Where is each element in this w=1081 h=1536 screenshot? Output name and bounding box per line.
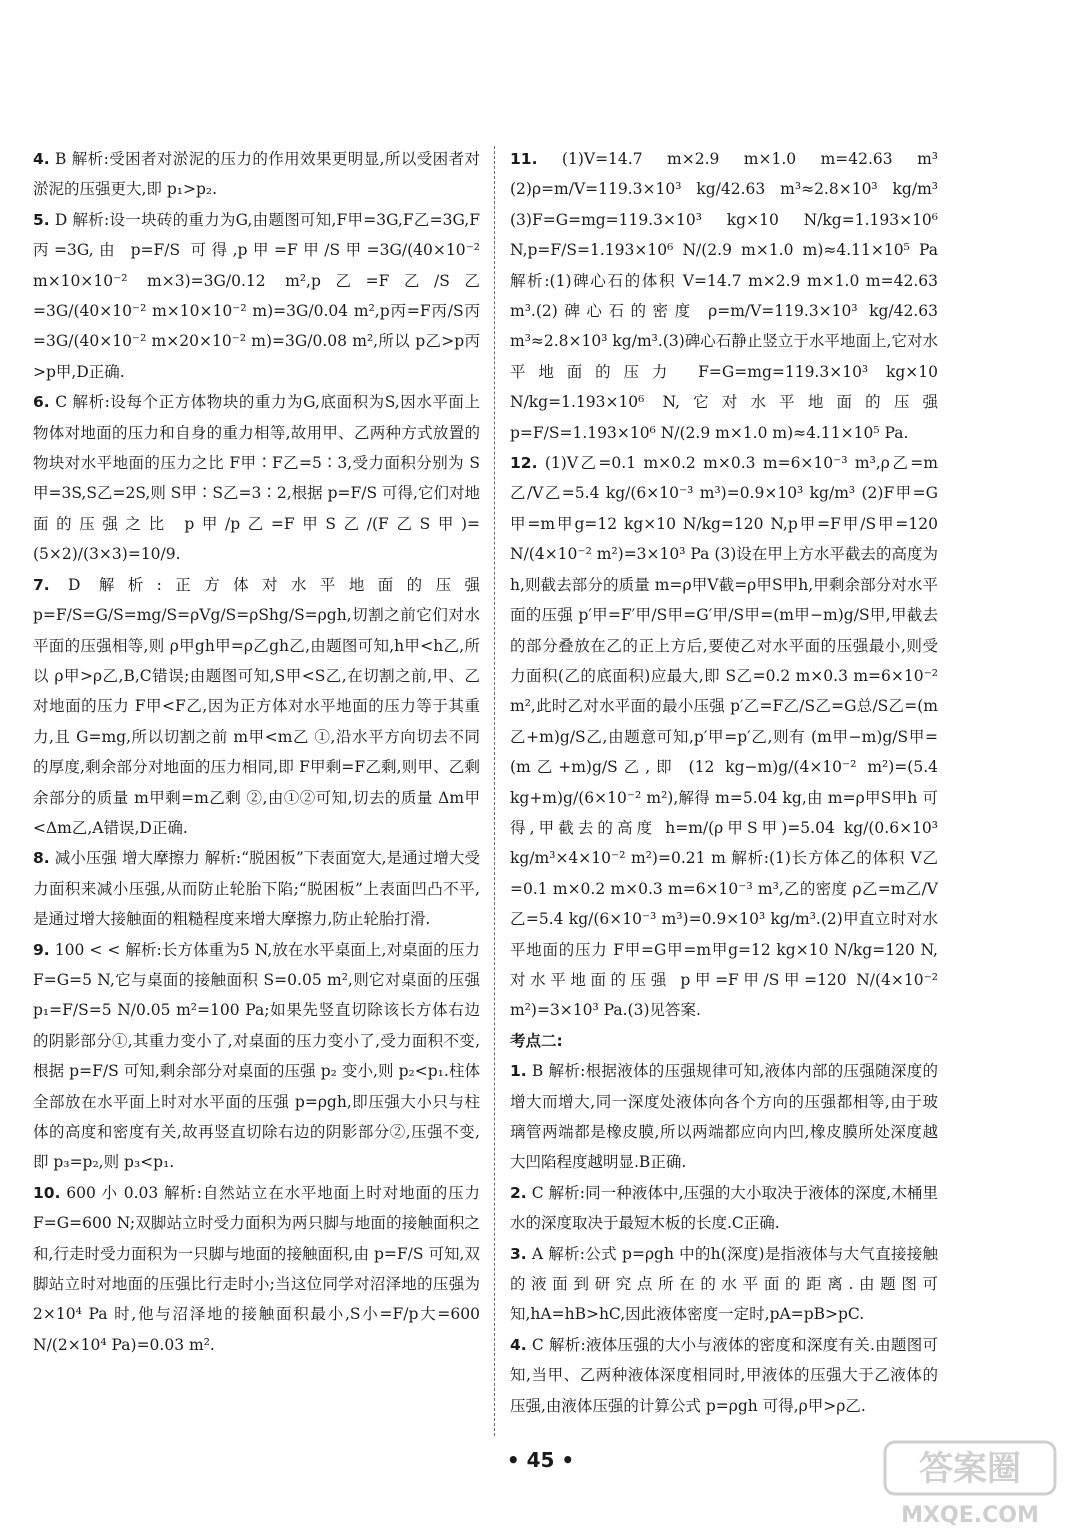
- watermark-text: 答案圈: [919, 1449, 1021, 1489]
- section-heading: 考点二:: [510, 1031, 563, 1050]
- left-column: [33, 144, 480, 1360]
- item-text: (1)V=14.7 m×2.9 m×1.0 m=42.63 m³ (2)ρ=m/V=119.3×10³ kg/42.63 m³≈2.8×10³ kg/m³ (3)F=G=mg=119.3×10³ kg×10 N/kg=1.193×10⁶ N,p=F/S=1.193×10⁶ N/(2.9 m×1.0 m)≈4.11×10⁵ Pa 解析:(1)碑心石的体积 V=14.7 m×2.9 m×1.0 m=42.63 m³.(2)碑心石的密度 ρ=m/V=119.3×10³ kg/42.63 m³≈2.8×10³ kg/m³.(3)碑心石静止竖立于水平地面上,它对水平地面的压力 F=G=mg=119.3×10³ kg×10 N/kg=1.193×10⁶ N,它对水平地面的压强 p=F/S=1.193×10⁶ N/(2.9 m×1.0 m)≈4.11×10⁵ Pa.: [510, 150, 938, 442]
- item-text: 100 < < 解析:长方体重为5 N,放在水平桌面上,对桌面的压力 F=G=5 N,它与桌面的接触面积 S=0.05 m²,则它对桌面的压强 p₁=F/S=5 N/0.05 m²=100 Pa;如果先竖直切除该长方体右边的阴影部分①,其重力变小了,对桌面的压力变小了,受力面积不变,根据 p=F/S 可知,剩余部分对桌面的压强 p₂ 变小,则 p₂<p₁.柱体全部放在水平面上时对水平面的压强 p=ρgh,即压强大小只与柱体的高度和密度有关,故再竖直切除右边的阴影部分②,压强不变,即 p₃=p₂,则 p₃<p₁.: [33, 940, 480, 1172]
- item-text: C 解析:同一种液体中,压强的大小取决于液体的深度,木桶里水的深度取决于最短木板的长度.C正确.: [510, 1183, 938, 1233]
- answer-item: [33, 1178, 480, 1360]
- item-text: 减小压强 增大摩擦力 解析:“脱困板”下表面宽大,是通过增大受力面积来减小压强,从而防止轮胎下陷;“脱困板”上表面凹凸不平,是通过增大接触面的粗糙程度来增大摩擦力,防止轮胎打滑.: [33, 849, 480, 929]
- item-number: 6.: [33, 393, 50, 412]
- column-divider: [494, 146, 495, 1436]
- watermark-logo: [881, 1438, 1059, 1530]
- watermark-url: MXQE.COM: [901, 1503, 1039, 1528]
- item-text: B 解析:根据液体的压强规律可知,液体内部的压强随深度的增大而增大,同一深度处液体向各个方向的压强都相等,由于玻璃管两端都是橡皮膜,所以两端都应向内凹,橡皮膜所处深度越大凹陷程度越明显.B正确.: [510, 1062, 939, 1172]
- item-text: D 解析:设一块砖的重力为G,由题图可知,F甲=3G,F乙=3G,F丙=3G,由 p=F/S 可得,p甲=F甲/S甲=3G/(40×10⁻² m×10×10⁻² m×3)=3G/0.12 m²,p乙=F乙/S乙=3G/(40×10⁻² m×10×10⁻² m)=3G/0.04 m²,p丙=F丙/S丙=3G/(40×10⁻² m×20×10⁻² m)=3G/0.08 m²,所以 p乙>p丙>p甲,D正确.: [33, 210, 480, 381]
- answer-item: [33, 843, 480, 934]
- item-number: 4.: [33, 150, 50, 168]
- item-number: 9.: [33, 940, 50, 959]
- answer-item: [33, 570, 480, 844]
- right-column: [510, 144, 938, 1421]
- item-number: 10.: [33, 1183, 61, 1202]
- answer-item: [510, 144, 938, 448]
- item-number: 4.: [510, 1335, 527, 1354]
- item-text: C 解析:设每个正方体物块的重力为G,底面积为S,因水平面上物体对地面的压力和自身的重力相等,故用甲、乙两种方式放置的物块对水平地面的压力之比 F甲∶F乙=5∶3,受力面积分别为 S甲=3S,S乙=2S,则 S甲∶S乙=3∶2,根据 p=F/S 可得,它们对地面的压强之比 p甲/p乙=F甲S乙/(F乙S甲)=(5×2)/(3×3)=10/9.: [33, 393, 480, 564]
- answer-item: [510, 1239, 938, 1330]
- item-text: (1)V乙=0.1 m×0.2 m×0.3 m=6×10⁻³ m³,ρ乙=m乙/V乙=5.4 kg/(6×10⁻³ m³)=0.9×10³ kg/m³ (2)F甲=G甲=m甲g=12 kg×10 N/kg=120 N,p甲=F甲/S甲=120 N/(4×10⁻² m²)=3×10³ Pa (3)设在甲上方水平截去的高度为h,则截去部分的质量 m=ρ甲V截=ρ甲S甲h,甲剩余部分对水平面的压强 p′甲=F′甲/S甲=G′甲/S甲=(m甲−m)g/S甲,甲截去的部分叠放在乙的正上方后,要使乙对水平面的压强最小,则受力面积(乙的底面积)应最大,即 S乙=0.2 m×0.3 m=6×10⁻² m²,此时乙对水平面的最小压强 p′乙=F乙/S乙=G总/S乙=(m乙+m)g/S乙,由题意可知,p′甲=p′乙,则有 (m甲−m)g/S甲=(m乙+m)g/S乙,即 (12 kg−m)g/(4×10⁻² m²)=(5.4 kg+m)g/(6×10⁻² m²),解得 m=5.04 kg,由 m=ρ甲S甲h 可得,甲截去的高度 h=m/(ρ甲S甲)=5.04 kg/(0.6×10³ kg/m³×4×10⁻² m²)=0.21 m 解析:(1)长方体乙的体积 V乙=0.1 m×0.2 m×0.3 m=6×10⁻³ m³,乙的密度 ρ乙=m乙/V乙=5.4 kg/(6×10⁻³ m³)=0.9×10³ kg/m³.(2)甲直立时对水平地面的压力 F甲=G甲=m甲g=12 kg×10 N/kg=120 N,对水平地面的压强 p甲=F甲/S甲=120 N/(4×10⁻² m²)=3×10³ Pa.(3)见答案.: [510, 454, 938, 1020]
- answer-item: [510, 448, 938, 1026]
- answer-item: [510, 1056, 938, 1178]
- answer-item: [510, 1330, 938, 1421]
- item-text: C 解析:液体压强的大小与液体的密度和深度有关.由题图可知,当甲、乙两种液体深度相同时,甲液体的压强大于乙液体的压强,由液体压强的计算公式 p=ρgh 可得,ρ甲>ρ乙.: [510, 1335, 938, 1415]
- item-number: 1.: [510, 1062, 527, 1081]
- answer-item: [33, 205, 480, 387]
- item-number: 5.: [33, 210, 50, 229]
- page-number: • 45 •: [506, 1448, 575, 1472]
- answer-item: [33, 144, 480, 205]
- answer-item: [33, 935, 480, 1178]
- answer-item: [510, 1178, 938, 1239]
- item-text: 600 小 0.03 解析:自然站立在水平地面上时对地面的压力 F=G=600 N;双脚站立时受力面积为两只脚与地面的接触面积之和,行走时受力面积为一只脚与地面的接触面积,由 p=F/S 可知,双脚站立时对地面的压强比行走时小;当这位同学对沼泽地的压强为 2×10⁴ Pa 时,他与沼泽地的接触面积最小,S小=F/p大=600 N/(2×10⁴ Pa)=0.03 m².: [33, 1183, 480, 1354]
- item-number: 11.: [510, 150, 538, 168]
- item-text: A 解析:公式 p=ρgh 中的h(深度)是指液体与大气直接接触的液面到研究点所在的水平面的距离.由题图可知,hA=hB>hC,因此液体密度一定时,pA=pB>pC.: [510, 1244, 938, 1324]
- item-number: 12.: [510, 454, 538, 473]
- answer-item: [33, 387, 480, 569]
- item-text: D 解析:正方体对水平地面的压强 p=F/S=G/S=mg/S=ρVg/S=ρShg/S=ρgh,切割之前它们对水平面的压强相等,则 ρ甲gh甲=ρ乙gh乙,由题图可知,h甲<h乙,所以 ρ甲>ρ乙,B,C错误;由题图可知,S甲<S乙,在切割之前,甲、乙对地面的压力 F甲<F乙,因为正方体对水平地面的压力等于其重力,且 G=mg,所以切割之前 m甲<m乙 ①,沿水平方向切去不同的厚度,剩余部分对地面的压力相同,即 F甲剩=F乙剩,则甲、乙剩余部分的质量 m甲剩=m乙剩 ②,由①②可知,切去的质量 Δm甲<Δm乙,A错误,D正确.: [33, 575, 481, 837]
- item-number: 3.: [510, 1244, 527, 1263]
- item-number: 8.: [33, 849, 50, 868]
- item-text: B 解析:受困者对淤泥的压力的作用效果更明显,所以受困者对淤泥的压强更大,即 p₁>p₂.: [33, 150, 480, 199]
- item-number: 7.: [33, 575, 50, 594]
- item-number: 2.: [510, 1183, 527, 1202]
